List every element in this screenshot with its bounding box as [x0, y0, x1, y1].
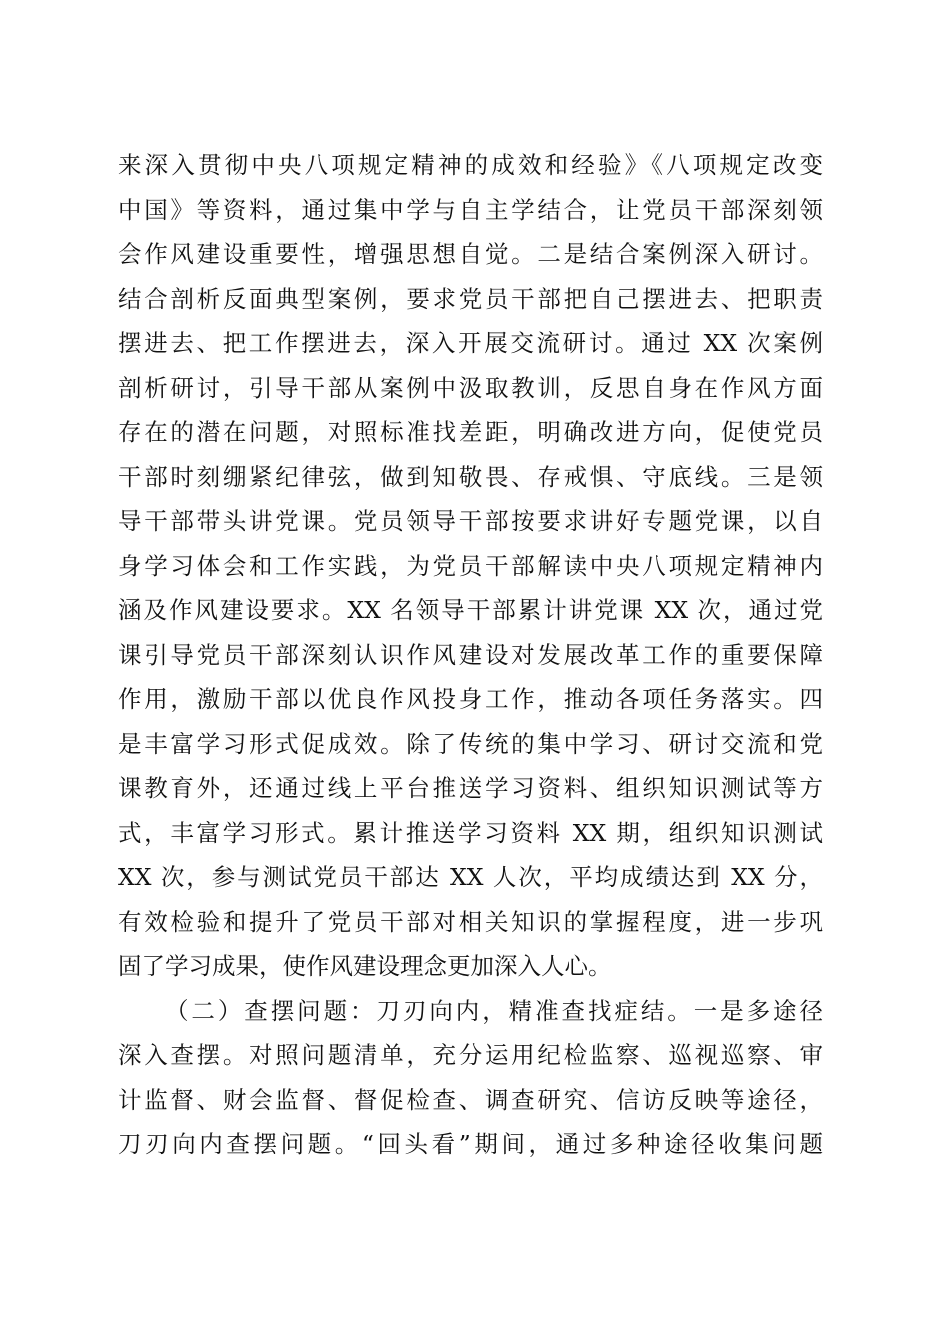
paragraph-line: 干部时刻绷紧纪律弦，做到知敬畏、存戒惧、守底线。三是领 [118, 462, 823, 491]
body-text [118, 143, 823, 1167]
paragraph-line: 刀刃向内查摆问题。“回头看”期间，通过多种途径收集问题 [118, 1130, 823, 1158]
paragraph-line: 作用，激励干部以优良作风投身工作，推动各项任务落实。四 [118, 685, 823, 713]
paragraph-line: 有效检验和提升了党员干部对相关知识的掌握程度，进一步巩 [118, 907, 823, 936]
paragraph-line: 剖析研讨，引导干部从案例中汲取教训，反思自身在作风方面 [118, 373, 823, 402]
paragraph-line: 身学习体会和工作实践，为党员干部解读中央八项规定精神内 [118, 551, 823, 580]
paragraph-line: 结合剖析反面典型案例，要求党员干部把自己摆进去、把职责 [118, 284, 823, 313]
paragraph-line: XX 次，参与测试党员干部达 XX 人次，平均成绩达到 XX 分， [118, 863, 823, 891]
paragraph-line: 涵及作风建设要求。XX 名领导干部累计讲党课 XX 次，通过党 [118, 596, 823, 624]
paragraph-line: 深入查摆。对照问题清单，充分运用纪检监察、巡视巡察、审 [118, 1041, 823, 1069]
paragraph-line: 中国》等资料，通过集中学与自主学结合，让党员干部深刻领 [118, 195, 823, 224]
paragraph-line: 课引导党员干部深刻认识作风建设对发展改革工作的重要保障 [118, 640, 823, 669]
paragraph-line: 计监督、财会监督、督促检查、调查研究、信访反映等途径， [118, 1085, 823, 1114]
paragraph-line: 导干部带头讲党课。党员领导干部按要求讲好专题党课，以自 [118, 507, 823, 535]
paragraph-line: 会作风建设重要性，增强思想自觉。二是结合案例深入研讨。 [118, 240, 823, 268]
paragraph-1 [118, 143, 823, 989]
paragraph-line: 摆进去、把工作摆进去，深入开展交流研讨。通过 XX 次案例 [118, 329, 823, 357]
paragraph-line: 课教育外，还通过线上平台推送学习资料、组织知识测试等方 [118, 774, 823, 802]
paragraph-heading-line: （二）查摆问题：刀刃向内，精准查找症结。一是多途径 [165, 996, 823, 1025]
paragraph-line: 式，丰富学习形式。累计推送学习资料 XX 期，组织知识测试 [118, 818, 823, 847]
paragraph-line: 存在的潜在问题，对照标准找差距，明确改进方向，促使党员 [118, 418, 823, 446]
paragraph-line: 固了学习成果，使作风建设理念更加深入人心。 [118, 952, 612, 980]
paragraph-2 [118, 989, 823, 1167]
paragraph-line: 是丰富学习形式促成效。除了传统的集中学习、研讨交流和党 [118, 729, 823, 758]
paragraph-line: 来深入贯彻中央八项规定精神的成效和经验》《八项规定改变 [118, 151, 823, 179]
